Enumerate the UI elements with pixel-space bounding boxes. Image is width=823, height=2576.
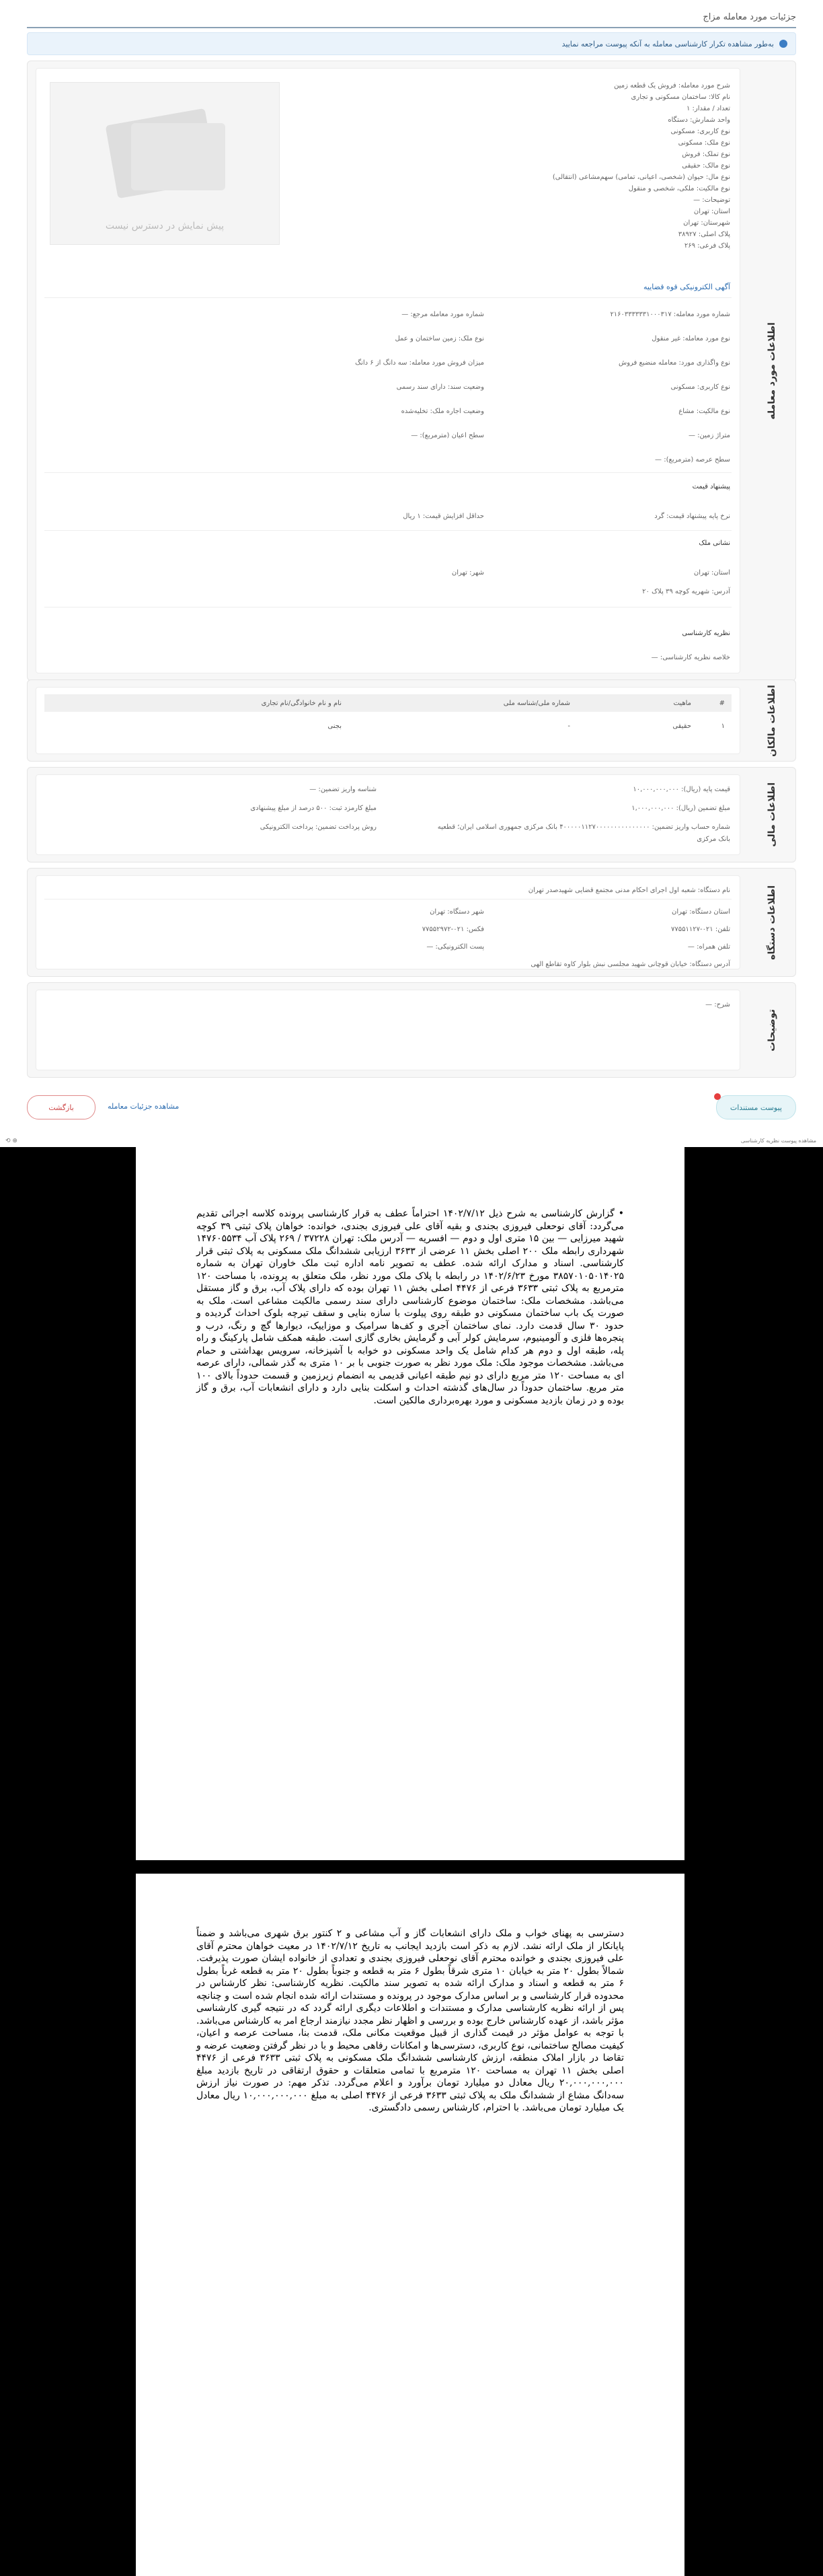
owners-table-header [44,694,732,712]
notes-section [27,982,796,1078]
page-title: جزئیات مورد معامله مزاج [703,12,796,22]
attachments-button-label: پیوست مستندات [730,1103,782,1112]
proposal-row: حداقل افزایش قیمت: ۱ ریال [403,513,484,520]
owners-section [27,679,796,762]
summary-row: نوع مالکیت: ملکی، شخصی و منقول [628,185,730,192]
agency-row: فکس: ۰۲۱-۷۷۵۵۲۹۷۲ [422,926,484,933]
financial-row: روش پرداخت تضمین: پرداخت الکترونیکی [260,823,377,831]
divider [44,607,732,608]
financial-row: مبلغ تضمین (ریال): ۱,۰۰۰,۰۰۰,۰۰۰ [631,805,730,812]
page-header [0,0,823,61]
address-row: شهر: تهران [451,569,484,577]
property-image-placeholder [50,82,280,245]
detail-row: سطح عرصه (مترمربع): — [655,456,730,464]
info-icon [779,40,787,48]
viewer-tools-icon[interactable]: ⟲ ⊕ [5,1138,17,1144]
notes-panel [36,990,740,1070]
financial-row: مبلغ کارمزد ثبت: ۵۰۰ درصد از مبلغ پیشنهادی [250,805,377,812]
viewer-title: مشاهده پیوست نظریه کارشناسی [740,1138,816,1144]
footer-actions [27,1090,796,1124]
notes-section-label: توضیحات [767,1008,777,1052]
owners-section-label: اطلاعات مالکان [767,684,777,757]
summary-row: پلاک اصلی: ۳۸۹۲۷ [678,231,730,238]
gavel-icon [131,123,225,190]
table-cell: حقیقی [672,723,691,730]
table-cell: - [567,723,570,730]
financial-row: قیمت پایه (ریال): ۱۰,۰۰۰,۰۰۰,۰۰۰ [633,786,730,793]
agency-panel [36,875,740,969]
property-section [27,61,796,681]
agency-row: استان دستگاه: تهران [672,908,730,916]
proposal-row: نرخ پایه پیشنهاد قیمت: گرد [654,513,730,520]
summary-row: نوع ملک: مسکونی [678,139,730,147]
summary-row: پلاک فرعی: ۲۶۹ [684,242,730,250]
agency-row: تلفن همراه: — [687,943,730,951]
summary-row: تعداد / مقدار: ۱ [686,105,730,112]
detail-row: وضعیت سند: دارای سند رسمی [396,383,484,391]
agency-section-label: اطلاعات دستگاه [767,885,777,960]
column-header: ماهیت [673,700,691,707]
info-notice [27,32,796,55]
property-panel [36,68,740,673]
summary-row: واحد شمارش: دستگاه [668,116,730,124]
divider [44,472,732,473]
attachments-button[interactable] [716,1095,796,1119]
notification-badge [714,1093,721,1100]
proposal-heading: پیشنهاد قیمت [692,483,730,490]
divider [44,530,732,531]
table-cell: ۱ [721,723,725,730]
detail-row: نوع ملک: زمین ساختمان و عمل [395,335,484,342]
detail-row: نوع کاربری: مسکونی [670,383,730,391]
summary-row: توضیحات: — [693,196,730,204]
financial-section [27,767,796,862]
detail-row: شماره مورد معامله: ۲۱۶۰۳۳۳۳۳۳۱۰۰۰۳۱۷ [610,311,730,318]
expert-heading: نظریه کارشناسی [682,630,730,637]
summary-row: نام کالا: ساختمان مسکونی و تجاری [631,94,730,101]
detail-row: شماره مورد معامله مرجع: — [401,311,484,318]
document-page-text: • گزارش کارشناسی به شرح ذیل ۱۴۰۲/۷/۱۲ احتراماً عطف به قرار کارشناسی پرونده کلاسه اجرائی تقدیم می‌گردد: آقای نوحعلی فیروزی بجندی و بقیه آقای علی فیروزی بجندی، خوانده: خواهان پلاک ثبتی ۳۹ کوچه شهید میرزایی — بین ۱۵ متری اول و دوم — افسریه — آدرس ملک: تهران ۳۷۲۲۸ / ۲۶۹ پلاک آب ۱۴۷۶۰۵۵۳۴ شهرداری رابطه ملک ۲۰۰ اصلی بخش ۱۱ عرضی از ۳۶۳۳ ارزیابی ششدانگ ملک مسکونی به پلاک ثبتی قرار کارشناسی. اسناد و مدارک ارائه شده. عطف به تصویر نامه اداره ثبت ملک خاوران تهران به شماره ۳۸۵۷۰۱۰۵۰۱۴۰۲۵ مورخ ۱۴۰۲/۶/۲۳ در رابطه با پلاک ملک مورد نظر، ملک متعلق به پرونده، با مساحت ۱۲۰ مترمربع به پلاک ثبتی ۳۶۳۳ فرعی از ۴۴۷۶ اصلی بخش ۱۱ تهران بوده که دارای پلاک آب، برق و گاز مستقل می‌باشد. مشخصات ملک: ساختمان موضوع کارشناسی دارای سند رسمی مالکیت مشاعی است. ملک به صورت یک باب ساختمان مسکونی دو طبقه روی پیلوت با سازه بنایی و سقف تیرچه بلوک احداث گردیده و حدود ۳۰ سال قدمت دارد. نمای ساختمان آجری و کف‌ها سرامیک و موزاییک، دیوارها گچ و رنگ، درب و پنجره‌ها فلزی و آلومینیوم، سرمایش کولر آبی و گرمایش بخاری گازی است. طبقه همکف شامل پارکینگ و راه پله، طبقه اول و دوم هر کدام شامل یک واحد مسکونی دو خوابه با آشپزخانه، سرویس بهداشتی و حمام می‌باشد. مشخصات موجود ملک: ملک مورد نظر به صورت جنوبی با بر ۱۰ متری به گذر شمالی، دارای عرصه ای به مساحت ۱۲۰ متر مربع دارای دو نیم طبقه اعیانی قدیمی به انضمام زیرزمین و قسمت حدوداً بالای ۱۰۰ متر مربع. ساختمان حدوداً در سال‌های گذشته احداث و اسکلت بنایی دارد و دارای انشعابات آب، برق و گاز بوده و در زمان بازدید مسکونی و مورد بهره‌برداری مالکین است. [196,1208,625,1406]
back-button[interactable]: بازگشت [27,1095,95,1119]
image-unavailable-text: پیش نمایش در دسترس نیست [105,221,225,231]
summary-row: نوع مالک: حقیقی [682,162,730,170]
agency-row: پست الکترونیکی: — [426,943,484,951]
viewer-toolbar [0,1137,823,1145]
summary-row: نوع کاربری: مسکونی [670,128,730,135]
view-transaction-details-link[interactable]: مشاهده جزئیات معامله [108,1102,180,1111]
agency-name: نام دستگاه: شعبه اول اجرای احکام مدنی مجتمع قضایی شهیدصدر تهران [528,887,730,894]
header-divider [27,27,796,28]
expert-row: خلاصه نظریه کارشناسی: — [651,654,730,661]
table-cell: بجنی [327,723,342,730]
detail-row: نوع مورد معامله: غیر منقول [652,335,730,342]
detail-row: وضعیت اجاره ملک: تخلیه‌شده [401,408,484,415]
financial-row: بانک مرکزی [697,836,730,843]
document-page-text: دسترسی به پهنای خواب و ملک دارای انشعابات گاز و آب مشاعی و ۲ کنتور برق شهری می‌باشد و ضمناً پایانکار از ملک ارائه نشد. لازم به ذکر است بازدید ایجانب به تاریخ ۱۴۰۲/۷/۱۲ در معیت خواهان محترم آقای علی فیروزی بجندی و خوانده محترم آقای نوحعلی فیروزی بجندی و تعدادی از خانواده ایشان صورت پذیرفت. شمالاً بطول ۲۰ متر به خیابان ۱۰ متری شرقاً بطول ۶ متر به قطعه و جنوباً بطول ۲۰ متر به قطعه غرباً بطول ۶ متر به قطعه و اسناد و مدارک ارائه شده به تصویر سند مالکیت. نظریه کارشناسی: نظر کارشناس در محدوده قرار کارشناسی و بر اساس مدارک موجود در پرونده و مستندات ارائه شده انجام شده است و چنانچه پس از ارائه نظریه کارشناسی مدارک و مستندات و اطلاعات دیگری ارائه گردد که در نتیجه گیری کارشناسی مؤثر باشد، از عهده کارشناس خارج بوده و بررسی و اظهار نظر مجدد نیازمند ارجاع امر به کارشناس می‌باشد. با توجه به عوامل مؤثر در قیمت گذاری از قبیل موقعیت مکانی ملک، قدمت بنا، مساحت عرصه و اعیان، کیفیت مصالح ساختمانی، نوع کاربری، دسترسی‌ها و امکانات رفاهی محیط و با در نظر گرفتن وضعیت عرضه و تقاضا در بازار املاک منطقه، ارزش کارشناسی ششدانگ ملک مسکونی به پلاک ثبتی ۳۶۳۳ فرعی از ۴۴۷۶ اصلی بخش ۱۱ تهران به مساحت ۱۲۰ مترمربع با تمامی متعلقات و حقوق ارتفاقی در تاریخ بازدید مبلغ ۲۰,۰۰۰,۰۰۰,۰۰۰ ریال معادل دو میلیارد تومان برآورد و اعلام می‌گردد. تذکر مهم: در صورت نیاز ارزش سه‌دانگ مشاع از ششدانگ ملک به پلاک ثبتی ۳۶۳۳ فرعی از ۴۴۷۶ اصلی به مبلغ ۱۰,۰۰۰,۰۰۰,۰۰۰ ریال معادل یک میلیارد تومان می‌باشد. با احترام، کارشناس رسمی دادگستری. [196,1928,625,2113]
agency-row: تلفن: ۰۲۱-۷۷۵۵۱۱۲۷ [670,926,730,933]
notice-text: به‌طور مشاهده تکرار کارشناسی معامله به آنکه پیوست مراجعه نمایید [561,39,774,48]
summary-row: شرح مورد معامله: فروش یک قطعه زمین [614,82,730,89]
divider [44,297,732,298]
detail-row: نوع واگذاری مورد: معامله منضبع فروش [618,359,730,367]
detail-row: میزان فروش مورد معامله: سه دانگ از ۶ دانگ [355,359,484,367]
owners-panel [36,687,740,754]
notes-row: شرح: — [705,1001,730,1008]
address-row: آدرس: شهریه کوچه ۳۹ پلاک ۲۰ [642,588,730,595]
address-heading: نشانی ملک [699,540,730,547]
table-row [44,717,732,735]
financial-section-label: اطلاعات مالی [767,782,777,847]
document-page [136,1147,684,1860]
financial-row: شماره حساب واریز تضمین: ۴۰۰۰۰۰۱۱۲۷۰۰۰۰۰۰۰۰۰۰۰۰۰۰۰ بانک مرکزی جمهوری اسلامی ایران؛ قطعیه [437,823,730,831]
summary-row: نوع تملک: فروش [682,151,730,158]
column-header: نام و نام خانوادگی/نام تجاری [261,700,342,707]
summary-row: شهرستان: تهران [683,219,730,227]
detail-row: نوع مالکیت: مشاع [678,408,730,415]
detail-row: متراژ زمین: — [688,432,730,439]
summary-row: نوع مال: حیوان (شخصی، اعیانی، تمامی) سهم‌مشاعی (انتقالی) [552,174,730,181]
agency-row: شهر دستگاه: تهران [430,908,484,916]
column-header: شماره ملی/شناسه ملی [503,700,570,707]
document-viewer [0,1147,823,2576]
document-page [136,1874,684,2576]
electronic-ad-link[interactable]: آگهی الکترونیکی قوه قضاییه [643,283,730,291]
detail-row: سطح اعیان (مترمربع): — [411,432,484,439]
address-row: استان: تهران [693,569,730,577]
financial-row: شناسه واریز تضمین: — [309,786,377,793]
financial-panel [36,774,740,855]
property-section-label: اطلاعات مورد معامله [767,322,777,420]
column-header: # [719,700,725,707]
agency-section [27,868,796,977]
agency-row: آدرس دستگاه: خیابان قوچانی شهید مجلسی نبش بلوار کاوه تقاطع الهی [531,961,730,968]
summary-row: استان: تهران [693,208,730,215]
